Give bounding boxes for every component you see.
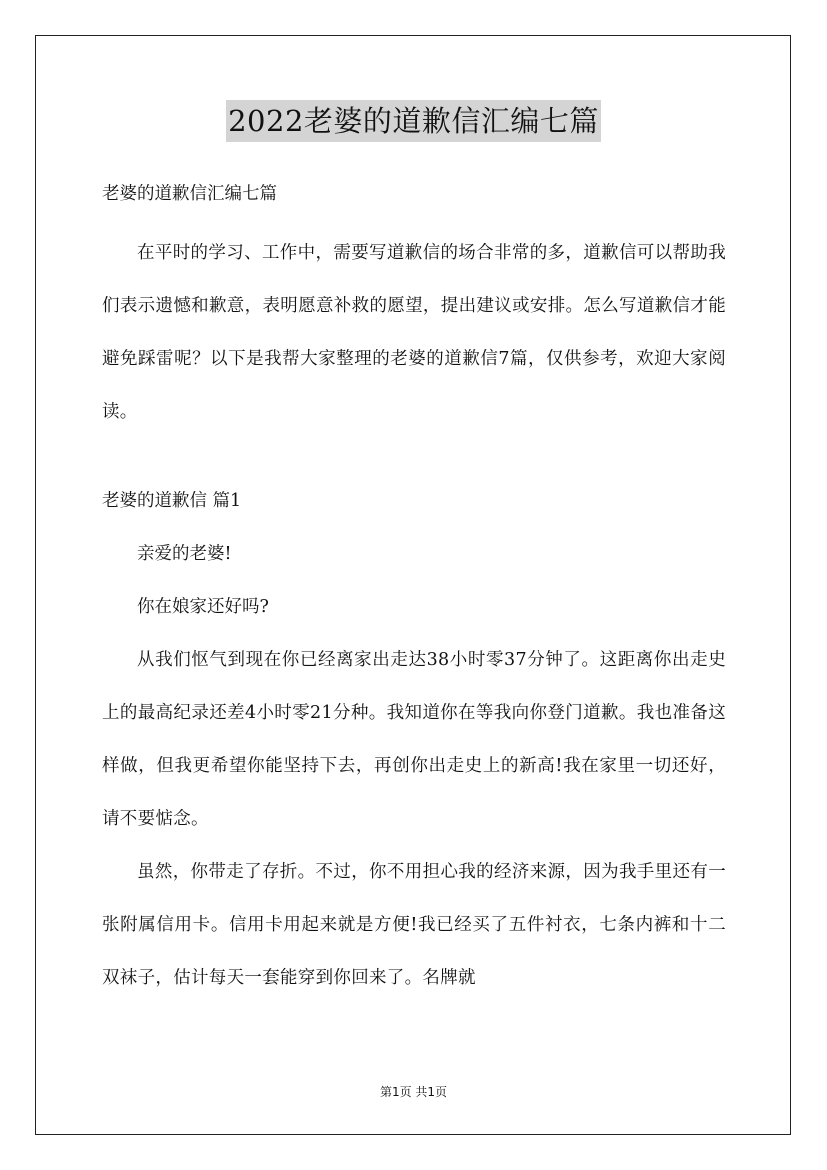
section-heading: 老婆的道歉信 篇1 [102,491,242,511]
document-body [102,176,726,1005]
letter-paragraph-1: 从我们怄气到现在你已经离家出走达38小时零37分钟了。这距离你出走史上的最高纪录还差4小时零21分种。我知道你在等我向你登门道歉。我也准备这样做，但我更希望你能坚持下去，再创你出走史上的新高!我在家里一切还好，请不要惦念。 [102,650,726,829]
title-wrap [0,100,827,142]
document-title: 2022老婆的道歉信汇编七篇 [226,100,601,142]
page-footer: 第1页 共1页 [379,1085,448,1099]
letter-greeting: 亲爱的老婆! [137,544,232,564]
intro-paragraph: 在平时的学习、工作中，需要写道歉信的场合非常的多，道歉信可以帮助我们表示遗憾和歉意，表明愿意补救的愿望，提出建议或安排。怎么写道歉信才能避免踩雷呢？以下是我帮大家整理的老婆的道歉信7篇，仅供参考，欢迎大家阅读。 [102,243,726,422]
letter-question: 你在娘家还好吗? [137,597,269,617]
letter-paragraph-2: 虽然，你带走了存折。不过，你不用担心我的经济来源，因为我手里还有一张附属信用卡。信用卡用起来就是方便!我已经买了五件衬衣，七条内裤和十二双袜子，估计每天一套能穿到你回来了。名牌就 [102,862,726,988]
document-subtitle: 老婆的道歉信汇编七篇 [102,184,277,204]
